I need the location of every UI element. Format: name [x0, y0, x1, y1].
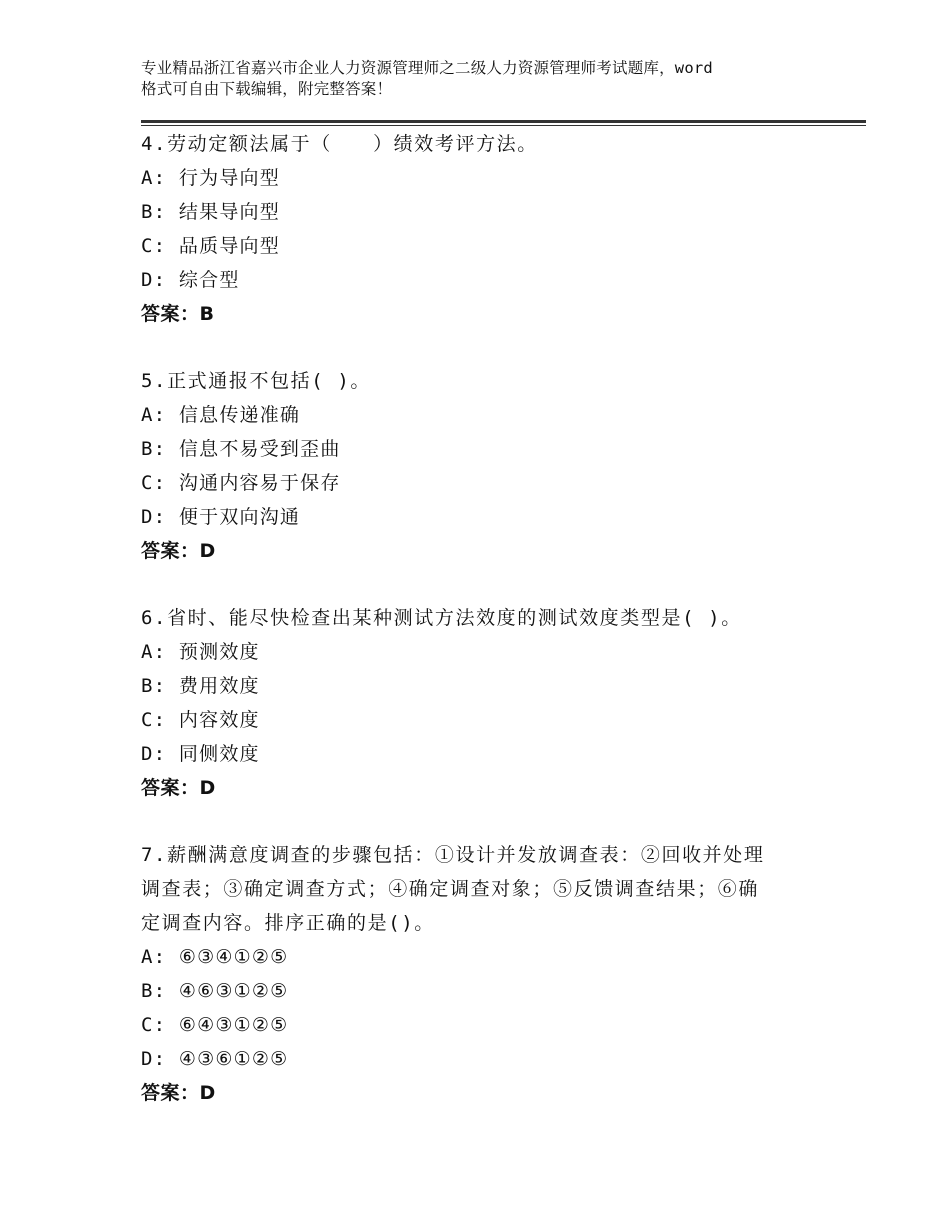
option-d: D: 综合型: [141, 269, 240, 291]
option-a: A: 信息传递准确: [141, 404, 301, 426]
option-c: C: ⑥④③①②⑤: [141, 1014, 289, 1036]
question-list: [141, 127, 841, 1143]
question-6: [141, 601, 841, 805]
answer-label: 答案：B: [141, 303, 215, 325]
question-stem-line: 调查表；③确定调查方式；④确定调查对象；⑤反馈调查结果；⑥确: [141, 878, 760, 900]
header-line-1: 专业精品浙江省嘉兴市企业人力资源管理师之二级人力资源管理师考试题库，word: [141, 59, 713, 77]
question-stem-line: 4.劳动定额法属于（ ）绩效考评方法。: [141, 133, 538, 155]
question-stem: [141, 364, 841, 398]
question-stem-line: 7.薪酬满意度调查的步骤包括：①设计并发放调查表：②回收并处理: [141, 844, 765, 866]
document-header: [141, 58, 841, 100]
question-stem: [141, 601, 841, 635]
option-b: B: 费用效度: [141, 675, 260, 697]
option-c: C: 沟通内容易于保存: [141, 472, 341, 494]
option-a: A: 预测效度: [141, 641, 260, 663]
answer-label: 答案：D: [141, 540, 216, 562]
question-stem-line: 定调查内容。排序正确的是()。: [141, 912, 435, 934]
header-divider-thin: [141, 125, 866, 126]
option-a: A: 行为导向型: [141, 167, 280, 189]
option-b: B: 结果导向型: [141, 201, 280, 223]
option-a: A: ⑥③④①②⑤: [141, 946, 289, 968]
header-line-2: 格式可自由下载编辑，附完整答案！: [141, 80, 393, 98]
option-c: C: 品质导向型: [141, 235, 280, 257]
question-stem: [141, 127, 841, 161]
option-c: C: 内容效度: [141, 709, 260, 731]
answer-label: 答案：D: [141, 777, 216, 799]
header-divider-thick: [141, 120, 866, 123]
question-4: [141, 127, 841, 331]
question-stem: [141, 838, 841, 940]
option-b: B: 信息不易受到歪曲: [141, 438, 341, 460]
option-d: D: ④③⑥①②⑤: [141, 1048, 289, 1070]
answer-label: 答案：D: [141, 1082, 216, 1104]
question-7: [141, 838, 841, 1110]
question-stem-line: 5.正式通报不包括( )。: [141, 370, 371, 392]
question-5: [141, 364, 841, 568]
option-b: B: ④⑥③①②⑤: [141, 980, 289, 1002]
option-d: D: 便于双向沟通: [141, 506, 301, 528]
option-d: D: 同侧效度: [141, 743, 260, 765]
question-stem-line: 6.省时、能尽快检查出某种测试方法效度的测试效度类型是( )。: [141, 607, 742, 629]
